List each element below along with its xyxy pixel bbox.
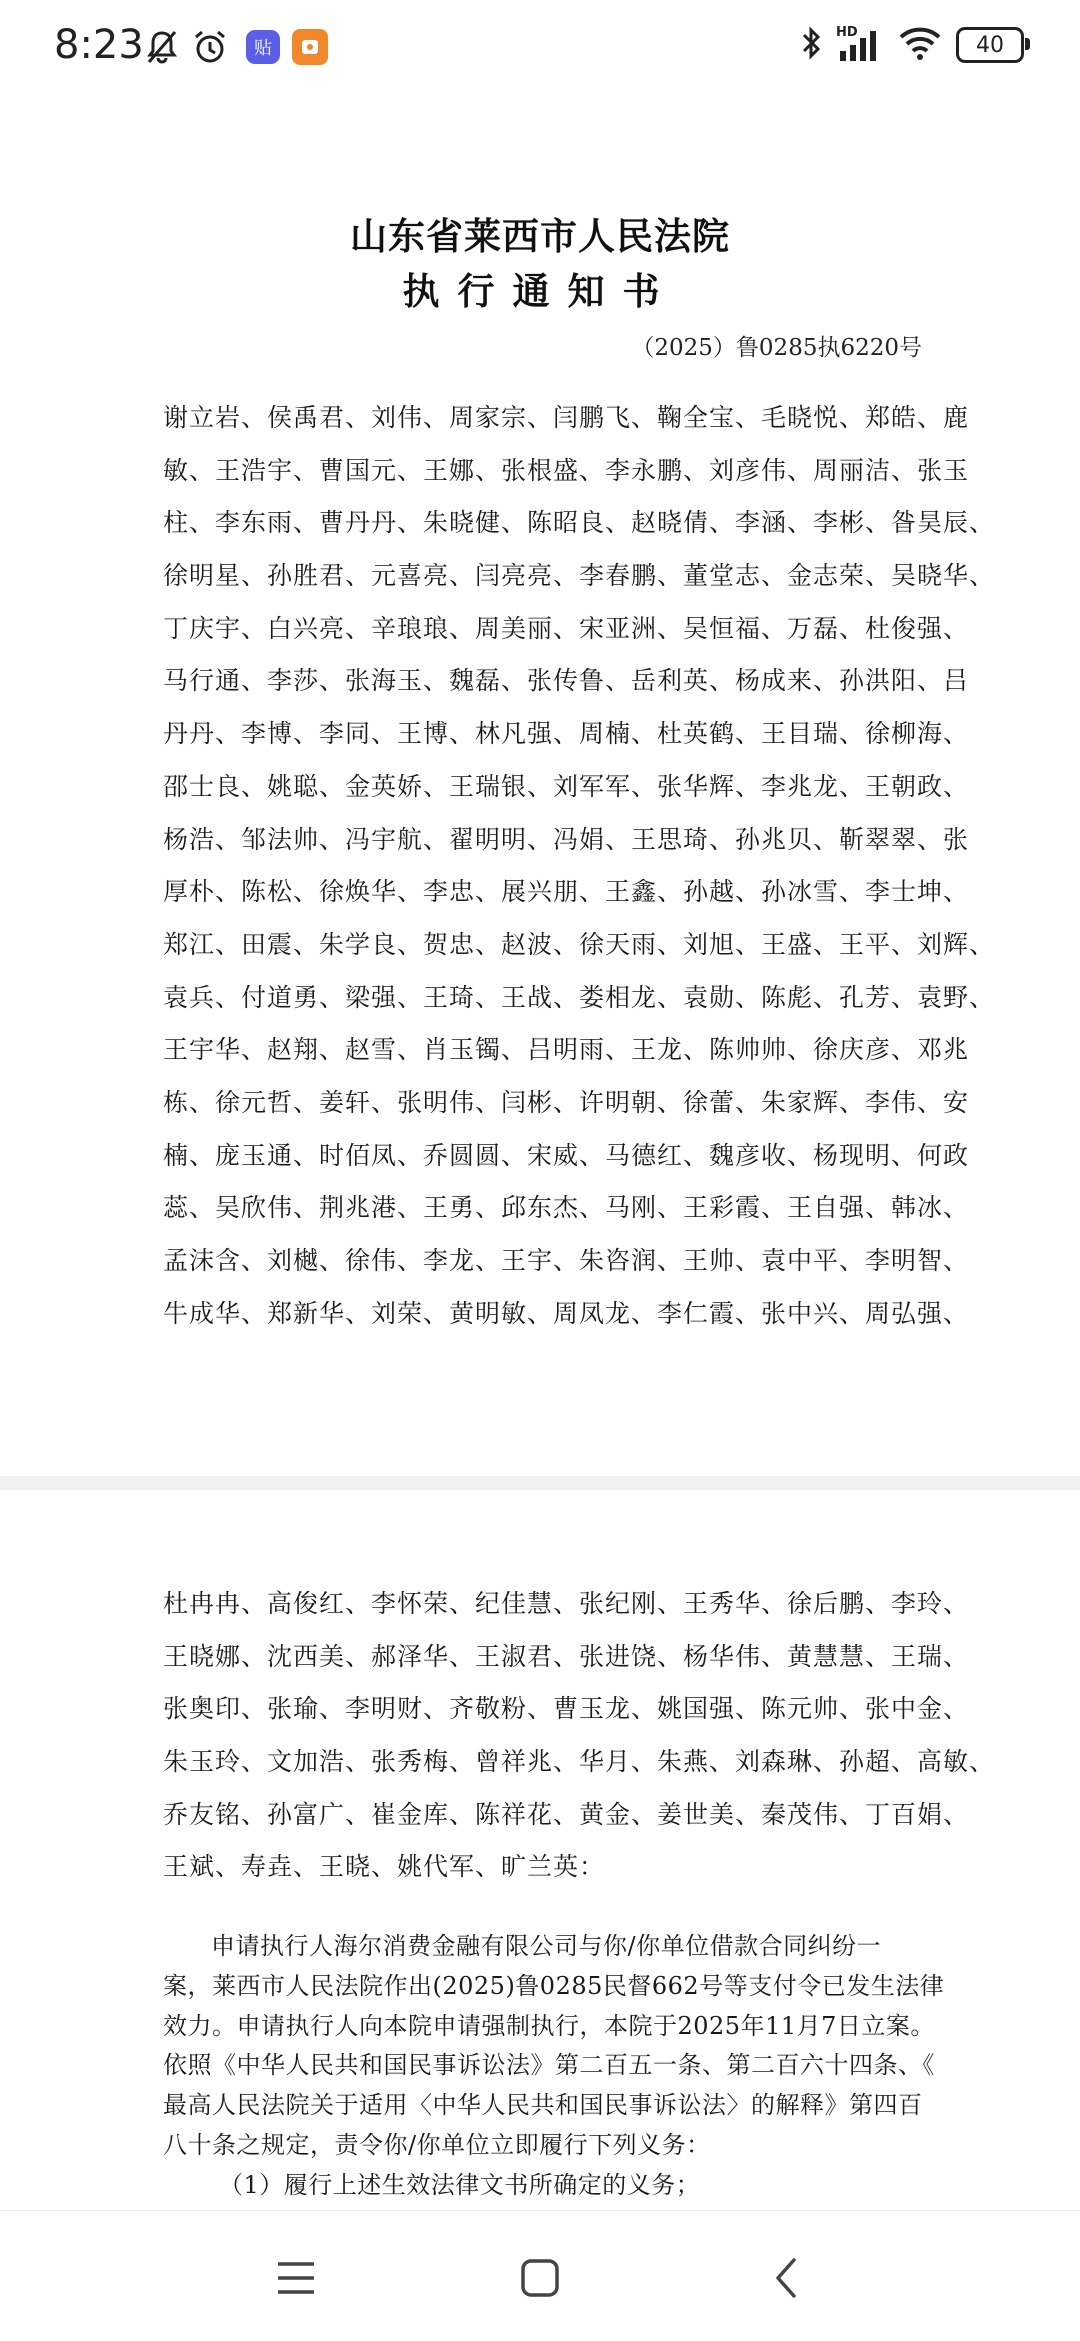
wifi-icon (898, 25, 942, 65)
menu-icon (274, 2258, 318, 2298)
page-divider (0, 1476, 1080, 1490)
notice-body (163, 1927, 945, 2222)
text-line: 谢立岩、侯禹君、刘伟、周家宗、闫鹏飞、鞠全宝、毛晓悦、郑皓、鹿 (163, 403, 970, 432)
body-line: 依照《中华人民共和国民事诉讼法》第二百五一条、第二百六十四条、《 (163, 2051, 935, 2080)
document-page-1[interactable] (0, 96, 1080, 1476)
text-line: 柱、李东雨、曹丹丹、朱晓健、陈昭良、赵晓倩、李涵、李彬、昝昊辰、 (163, 508, 996, 538)
home-button[interactable] (515, 2253, 565, 2303)
text-line: 王宇华、赵翔、赵雪、肖玉镯、吕明雨、王龙、陈帅帅、徐庆彦、邓兆 (163, 1035, 970, 1065)
text-line: 丹丹、李博、李同、王博、林凡强、周楠、杜英鹤、王目瑞、徐柳海、 (163, 719, 970, 749)
home-icon (519, 2257, 561, 2299)
body-line: 申请执行人海尔消费金融有限公司与你/你单位借款合同纠纷一 (211, 1932, 882, 1960)
body-line: 效力。申请执行人向本院申请强制执行，本院于2025年11月7日立案。 (163, 2011, 935, 2040)
text-line: 杜冉冉、高俊红、李怀荣、纪佳慧、张纪刚、王秀华、徐后鹏、李玲、 (163, 1589, 970, 1618)
body-line: 案，莱西市人民法院作出(2025)鲁0285民督662号等支付令已发生法律 (163, 1971, 945, 2000)
text-line: 乔友铭、孙富广、崔金库、陈祥花、黄金、姜世美、秦茂伟、丁百娟、 (163, 1799, 970, 1829)
party-list-continued (163, 1578, 996, 1894)
tieba-app-icon: 贴 (246, 30, 280, 64)
battery-icon (956, 27, 1024, 63)
court-name: 山东省莱西市人民法院 (350, 214, 730, 258)
text-line: 蕊、吴欣伟、荆兆港、王勇、邱东杰、马刚、王彩霞、王自强、韩冰、 (163, 1193, 970, 1223)
navigation-bar (0, 2210, 1080, 2341)
document-type: 执行通知书 (402, 269, 678, 313)
obligation-item: （1）履行上述生效法律文书所确定的义务； (219, 2170, 701, 2199)
status-bar (0, 0, 1080, 96)
alarm-icon (190, 26, 230, 68)
status-time: 8:23 (54, 22, 144, 68)
text-line: 徐明星、孙胜君、元喜亮、闫亮亮、李春鹏、董堂志、金志荣、吴晓华、 (163, 561, 996, 591)
text-line: 丁庆宇、白兴亮、辛琅琅、周美丽、宋亚洲、吴恒福、万磊、杜俊强、 (163, 613, 970, 643)
body-line: 八十条之规定，责令你/你单位立即履行下列义务： (163, 2130, 711, 2159)
text-line: 马行通、李莎、张海玉、魏磊、张传鲁、岳利英、杨成来、孙洪阳、吕 (163, 666, 970, 696)
text-line: 牛成华、郑新华、刘荣、黄明敏、周凤龙、李仁霞、张中兴、周弘强、 (163, 1298, 970, 1328)
app-icon (292, 29, 328, 65)
battery-level: 40 (976, 32, 1004, 58)
bluetooth-icon (800, 24, 822, 66)
text-line: 栋、徐元哲、姜轩、张明伟、闫彬、许明朝、徐蕾、朱家辉、李伟、安 (163, 1087, 970, 1117)
text-line: 王晓娜、沈西美、郝泽华、王淑君、张进饶、杨华伟、黄慧慧、王瑞、 (163, 1641, 970, 1671)
party-list (163, 392, 996, 1340)
menu-button[interactable] (271, 2253, 321, 2303)
text-line: 王斌、寿垚、王晓、姚代军、旷兰英： (163, 1852, 606, 1882)
case-number: （2025）鲁0285执6220号 (631, 335, 922, 361)
text-line: 邵士良、姚聪、金英娇、王瑞银、刘军军、张华辉、李兆龙、王朝政、 (163, 771, 970, 801)
text-line: 杨浩、邹法帅、冯宇航、翟明明、冯娟、王思琦、孙兆贝、靳翠翠、张 (163, 824, 970, 854)
notifications-off-icon (142, 26, 182, 68)
body-line: 最高人民法院关于适用〈中华人民共和国民事诉讼法〉的解释》第四百 (163, 2091, 923, 2120)
text-line: 楠、庞玉通、时佰凤、乔圆圆、宋威、马德红、魏彦收、杨现明、何政 (163, 1140, 970, 1170)
text-line: 袁兵、付道勇、梁强、王琦、王战、娄相龙、袁勋、陈彪、孔芳、袁野、 (163, 982, 996, 1012)
hd-signal-icon (836, 25, 884, 65)
text-line: 敏、王浩宇、曹国元、王娜、张根盛、李永鹏、刘彦伟、周丽洁、张玉 (163, 455, 970, 485)
text-line: 张奥印、张瑜、李明财、齐敬粉、曹玉龙、姚国强、陈元帅、张中金、 (163, 1694, 970, 1724)
back-button[interactable] (762, 2253, 812, 2303)
back-icon (772, 2256, 802, 2300)
text-line: 朱玉玲、文加浩、张秀梅、曾祥兆、华月、朱燕、刘森琳、孙超、高敏、 (163, 1747, 996, 1777)
text-line: 厚朴、陈松、徐焕华、李忠、展兴朋、王鑫、孙越、孙冰雪、李士坤、 (163, 877, 970, 907)
document-page-2[interactable] (0, 1490, 1080, 2210)
hd-label: HD (836, 25, 858, 40)
text-line: 郑江、田震、朱学良、贺忠、赵波、徐天雨、刘旭、王盛、王平、刘辉、 (163, 929, 996, 959)
text-line: 孟沫含、刘樾、徐伟、李龙、王宇、朱咨润、王帅、袁中平、李明智、 (163, 1246, 970, 1275)
